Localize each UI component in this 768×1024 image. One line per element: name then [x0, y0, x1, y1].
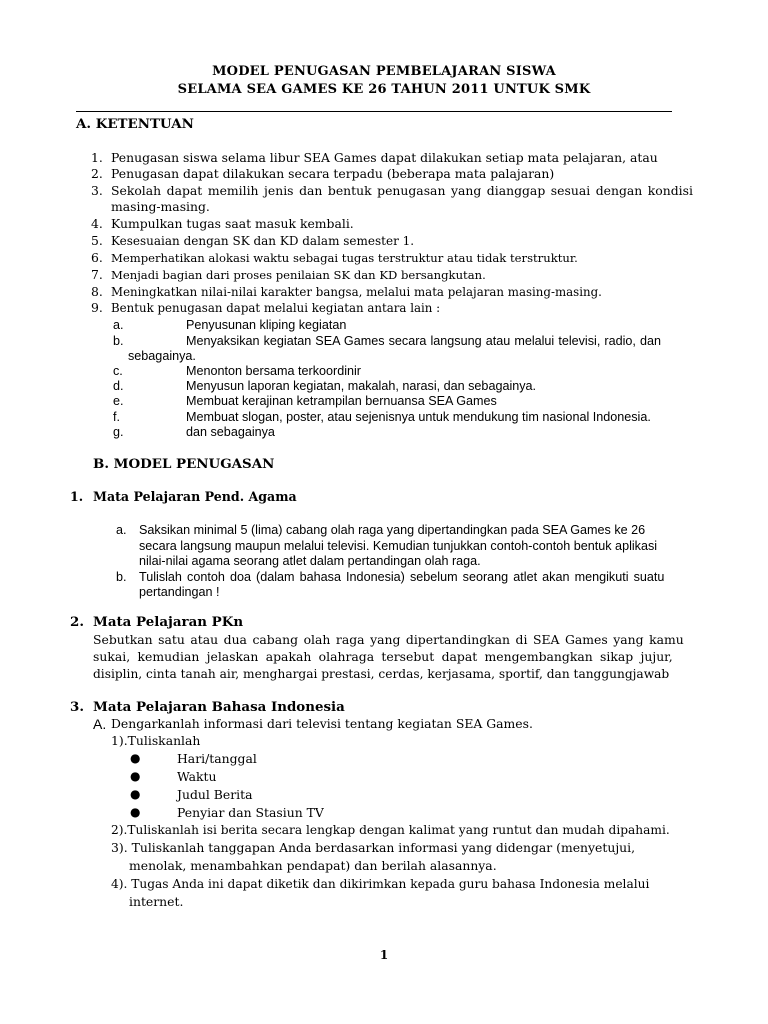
bindo-heading: Mata Pelajaran Bahasa Indonesia — [93, 699, 345, 715]
ketentuan-item: Kesesuaian dengan SK dan KD dalam semester 1. — [111, 234, 415, 248]
bindo-step-4: 4). Tugas Anda ini dapat diketik dan dikirimkan kepada guru bahasa Indonesia melalui — [111, 877, 650, 891]
bindo-step-3: 3). Tuliskanlah tanggapan Anda berdasarkan informasi yang didengar (menyetujui, — [111, 840, 636, 855]
section-b-heading: B. MODEL PENUGASAN — [93, 456, 275, 472]
pkn-text-line: sukai, kemudian jelaskan apakah olahraga tersebut dapat mengembangkan sikap jujur, — [93, 649, 673, 664]
item-number: 1. — [91, 150, 103, 165]
sub-item-letter: e. — [113, 394, 124, 408]
bindo-a-letter: A. — [93, 716, 107, 732]
sub-item: dan sebagainya — [186, 425, 275, 439]
agama-item-line: pertandingan ! — [139, 585, 220, 599]
item-number: 3. — [91, 183, 103, 198]
ketentuan-item: Memperhatikan alokasi waktu sebagai tugas terstruktur atau tidak terstruktur. — [111, 251, 578, 265]
sub-item-letter: c. — [113, 364, 123, 378]
ketentuan-item: Penugasan siswa selama libur SEA Games dapat dilakukan setiap mata pelajaran, atau — [111, 150, 658, 165]
agama-item-line: secara langsung maupun melalui televisi. Kemudian tunjukkan contoh-contoh bentuk aplikasi — [139, 539, 658, 553]
ketentuan-item-continuation: masing-masing. — [111, 199, 210, 214]
sub-item: Menyaksikan kegiatan SEA Games secara langsung atau melalui televisi, radio, dan — [186, 334, 662, 348]
bindo-bullet-item: Hari/tanggal — [177, 751, 257, 766]
bullet-icon: ● — [130, 769, 141, 783]
sub-item: Penyusunan kliping kegiatan — [186, 318, 347, 332]
subsection-number: 1. — [70, 489, 84, 504]
section-a-heading: A. KETENTUAN — [76, 116, 194, 132]
item-number: 5. — [91, 233, 103, 248]
sub-item: Menonton bersama terkoordinir — [186, 364, 362, 378]
sub-item: Menyusun laporan kegiatan, makalah, narasi, dan sebagainya. — [186, 379, 537, 393]
bindo-step-3-continuation: menolak, menambahkan pendapat) dan berilah alasannya. — [129, 858, 497, 873]
title-line-2: SELAMA SEA GAMES KE 26 TAHUN 2011 UNTUK SMK — [177, 82, 591, 97]
pkn-heading: Mata Pelajaran PKn — [93, 614, 244, 630]
item-number: 6. — [91, 250, 103, 265]
bullet-icon: ● — [130, 787, 141, 801]
ketentuan-item: Bentuk penugasan dapat melalui kegiatan antara lain : — [111, 301, 441, 315]
agama-heading: Mata Pelajaran Pend. Agama — [93, 489, 297, 504]
subsection-number: 3. — [70, 699, 84, 715]
title-divider — [76, 111, 672, 112]
bindo-step-1: 1).Tuliskanlah — [111, 733, 201, 748]
ketentuan-item: Penugasan dapat dilakukan secara terpadu (beberapa mata palajaran) — [111, 166, 555, 181]
agama-item-line: Tulislah contoh doa (dalam bahasa Indonesia) sebelum seorang atlet akan mengikuti suatu — [139, 570, 665, 584]
item-number: 2. — [91, 166, 103, 181]
sub-item-letter: f. — [113, 410, 120, 424]
ketentuan-item: Meningkatkan nilai-nilai karakter bangsa, melalui mata pelajaran masing-masing. — [111, 285, 602, 299]
item-number: 9. — [91, 300, 103, 315]
title-line-1: MODEL PENUGASAN PEMBELAJARAN SISWA — [212, 64, 556, 79]
sub-item-letter: g. — [113, 425, 124, 439]
sub-item-letter: d. — [113, 379, 124, 393]
agama-item-letter: b. — [116, 570, 127, 584]
pkn-text-line: disiplin, cinta tanah air, menghargai prestasi, cerdas, kerjasama, sportif, dan tanggungjawab — [93, 667, 670, 681]
subsection-number: 2. — [70, 614, 84, 630]
sub-item-letter: b. — [113, 334, 124, 348]
item-number: 7. — [91, 267, 103, 282]
agama-item-letter: a. — [116, 523, 127, 537]
agama-item-line: nilai-nilai agama seorang atlet dalam pertandingan olah raga. — [139, 554, 481, 568]
ketentuan-item: Menjadi bagian dari proses penilaian SK dan KD bersangkutan. — [111, 268, 486, 282]
sub-item-letter: a. — [113, 318, 124, 332]
bindo-bullet-item: Penyiar dan Stasiun TV — [177, 805, 324, 820]
ketentuan-item: Sekolah dapat memilih jenis dan bentuk penugasan yang dianggap sesuai dengan kondisi — [111, 183, 693, 198]
bindo-step-4-continuation: internet. — [129, 894, 184, 909]
agama-item-line: Saksikan minimal 5 (lima) cabang olah raga yang dipertandingkan pada SEA Games ke 26 — [139, 523, 646, 537]
pkn-text-line: Sebutkan satu atau dua cabang olah raga yang dipertandingkan di SEA Games yang kamu — [93, 632, 684, 647]
bindo-step-2: 2).Tuliskanlah isi berita secara lengkap dengan kalimat yang runtut dan mudah dipahami. — [111, 823, 670, 837]
sub-item: Membuat slogan, poster, atau sejenisnya untuk mendukung tim nasional Indonesia. — [186, 410, 651, 424]
bindo-bullet-item: Judul Berita — [177, 787, 253, 802]
sub-item-continuation: sebagainya. — [128, 349, 196, 363]
bullet-icon: ● — [130, 751, 141, 765]
ketentuan-item: Kumpulkan tugas saat masuk kembali. — [111, 216, 354, 231]
page-number: 1 — [379, 948, 389, 962]
sub-item: Membuat kerajinan ketrampilan bernuansa SEA Games — [186, 394, 497, 408]
bindo-a-text: Dengarkanlah informasi dari televisi tentang kegiatan SEA Games. — [111, 716, 533, 731]
item-number: 8. — [91, 284, 103, 299]
bindo-bullet-item: Waktu — [177, 769, 217, 784]
bullet-icon: ● — [130, 805, 141, 819]
item-number: 4. — [91, 216, 103, 231]
